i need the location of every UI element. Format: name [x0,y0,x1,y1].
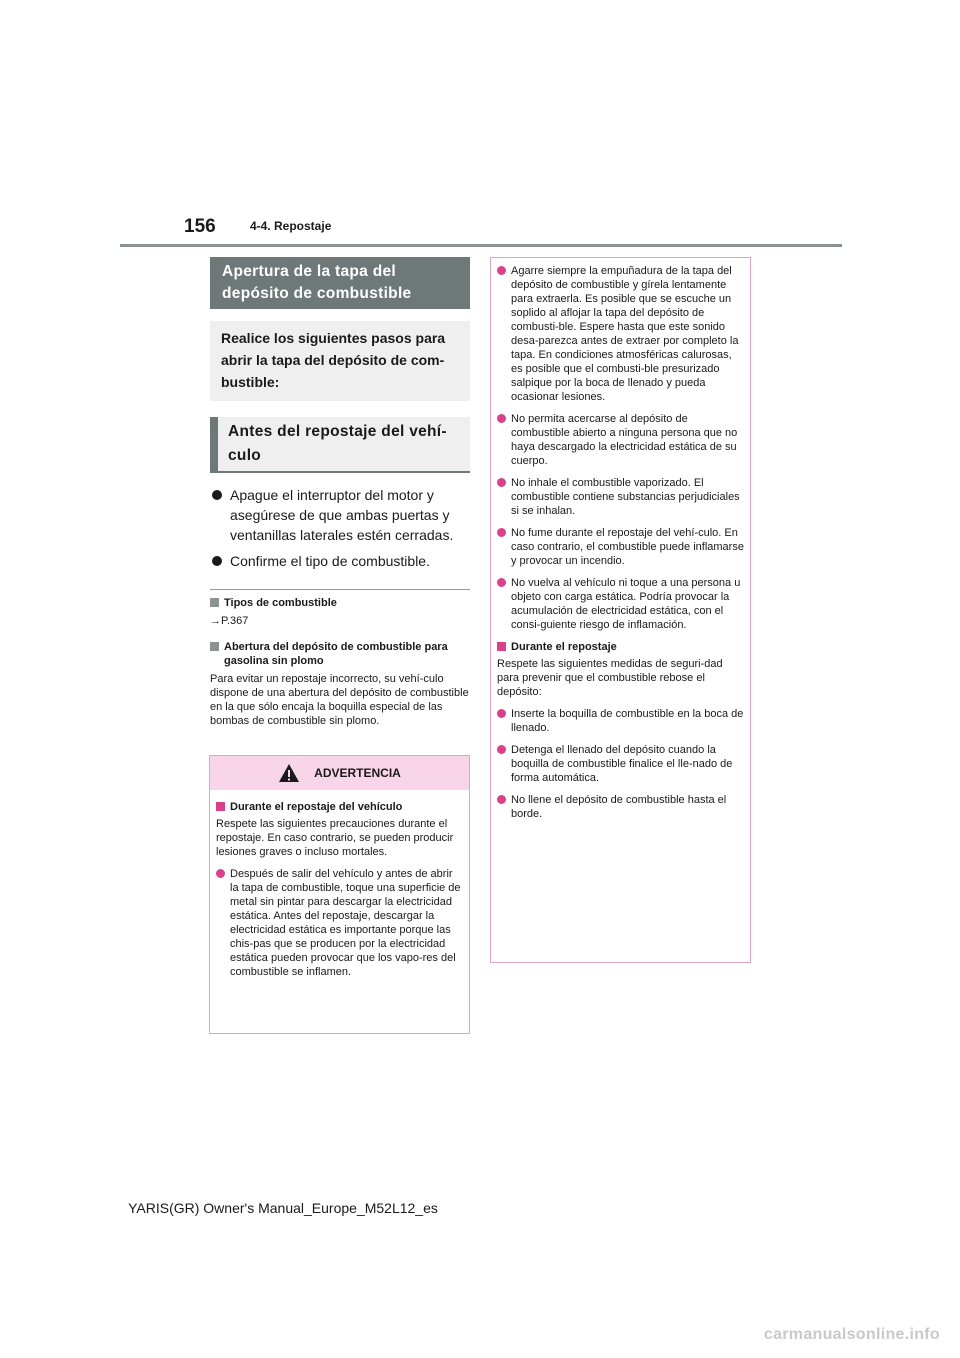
square-bullet-icon [210,642,219,651]
round-bullet-icon [497,414,506,423]
list-item: Inserte la boquilla de combustible en la boca de llenado. [497,707,744,735]
section-label: 4-4. Repostaje [250,219,332,233]
list-item: No inhale el combustible vaporizado. El combustible contiene substancias perjudiciales si se inhalan. [497,476,744,518]
round-bullet-icon [497,745,506,754]
round-bullet-icon [497,478,506,487]
during-refuel-text: Respete las siguientes precauciones durante el repostaje. En caso contrario, se pueden producir lesiones graves o incluso mortales. [216,818,454,858]
list-item: No fume durante el repostaje del vehí-culo. En caso contrario, el combustible puede inflamarse y provocar un incendio. [497,526,744,568]
header-rule [120,244,842,247]
list-item: No llene el depósito de combustible hasta el borde. [497,793,744,821]
footer-text: YARIS(GR) Owner's Manual_Europe_M52L12_es [128,1200,438,1216]
refuel-text: Respete las siguientes medidas de seguri-dad para prevenir que el combustible rebose el depósito: [497,658,723,698]
list-item: Apague el interruptor del motor y asegúrese de que ambas puertas y ventanillas laterales estén cerradas. [210,485,470,545]
round-bullet-icon [497,795,506,804]
round-bullet-icon [216,869,225,878]
during-refuel-heading: Durante el repostaje del vehículo [216,800,463,814]
left-column [210,257,470,728]
round-bullet-icon [497,266,506,275]
warning-title: ADVERTENCIA [210,756,469,790]
warning-triangle-icon [278,763,300,783]
round-bullet-icon [497,528,506,537]
divider [210,589,470,590]
footer [0,1200,960,1216]
refuel-heading: Durante el repostaje [497,640,744,654]
warning-box-right [490,257,751,963]
section-heading-fuel-cap: Apertura de la tapa del depósito de combustible [210,257,470,309]
intro-box: Realice los siguientes pasos para abrir la tapa del depósito de com-bustible: [210,321,470,401]
warning-box-left [209,755,470,1034]
list-item: No vuelva al vehículo ni toque a una persona u objeto con carga estática. Podría provocar la acumulación de electricidad estática, con el consi-guiente riesgo de inflamación. [497,576,744,632]
page-reference-link[interactable]: →P.367 [210,615,249,627]
list-item: Detenga el llenado del depósito cuando la boquilla de combustible finalice el lle-nado de forma automática. [497,743,744,785]
list-item: No permita acercarse al depósito de combustible abierto a ninguna persona que no haya descargado la electricidad estática de su cuerpo. [497,412,744,468]
list-item: Agarre siempre la empuñadura de la tapa del depósito de combustible y gírela lentamente para extraerla. Es posible que se escuche un soplido al aflojar la tapa del depósito de combusti-ble. Espere hasta que este sonido desa-parezca antes de extraer por completo la tapa. En condiciones atmosféricas calurosas, es posible que el combusti-ble presurizado salpique por la boca de llenado y pueda ocasionar lesiones. [497,264,744,404]
unleaded-opening-text: Para evitar un repostaje incorrecto, su vehí-culo dispone de una abertura del depósito de combustible en la que sólo encaja la boquilla especial de las bombas de combustible sin plomo. [210,673,469,727]
steps-list [210,485,470,571]
list-item: Confirme el tipo de combustible. [210,551,470,571]
list-item: Después de salir del vehículo y antes de abrir la tapa de combustible, toque una superficie de metal sin pintar para descargar la electricidad estática. Antes del repostaje, descargar la electricidad estática es importante porque las chis-pas que se producen por la electricidad estática pueden provocar que los vapo-res del combustible se inflamen. [216,867,463,979]
unleaded-opening-heading: Abertura del depósito de combustible para gasolina sin plomo [210,640,470,668]
round-bullet-icon [497,578,506,587]
section-heading-before-refuel: Antes del repostaje del vehí-culo [210,417,470,473]
square-bullet-icon [497,642,506,651]
square-bullet-icon [216,802,225,811]
page-number: 156 [184,216,216,237]
watermark: carmanualsonline.info [763,1326,940,1343]
round-bullet-icon [497,709,506,718]
square-bullet-icon [210,598,219,607]
fuel-types-heading: Tipos de combustible [210,596,470,610]
